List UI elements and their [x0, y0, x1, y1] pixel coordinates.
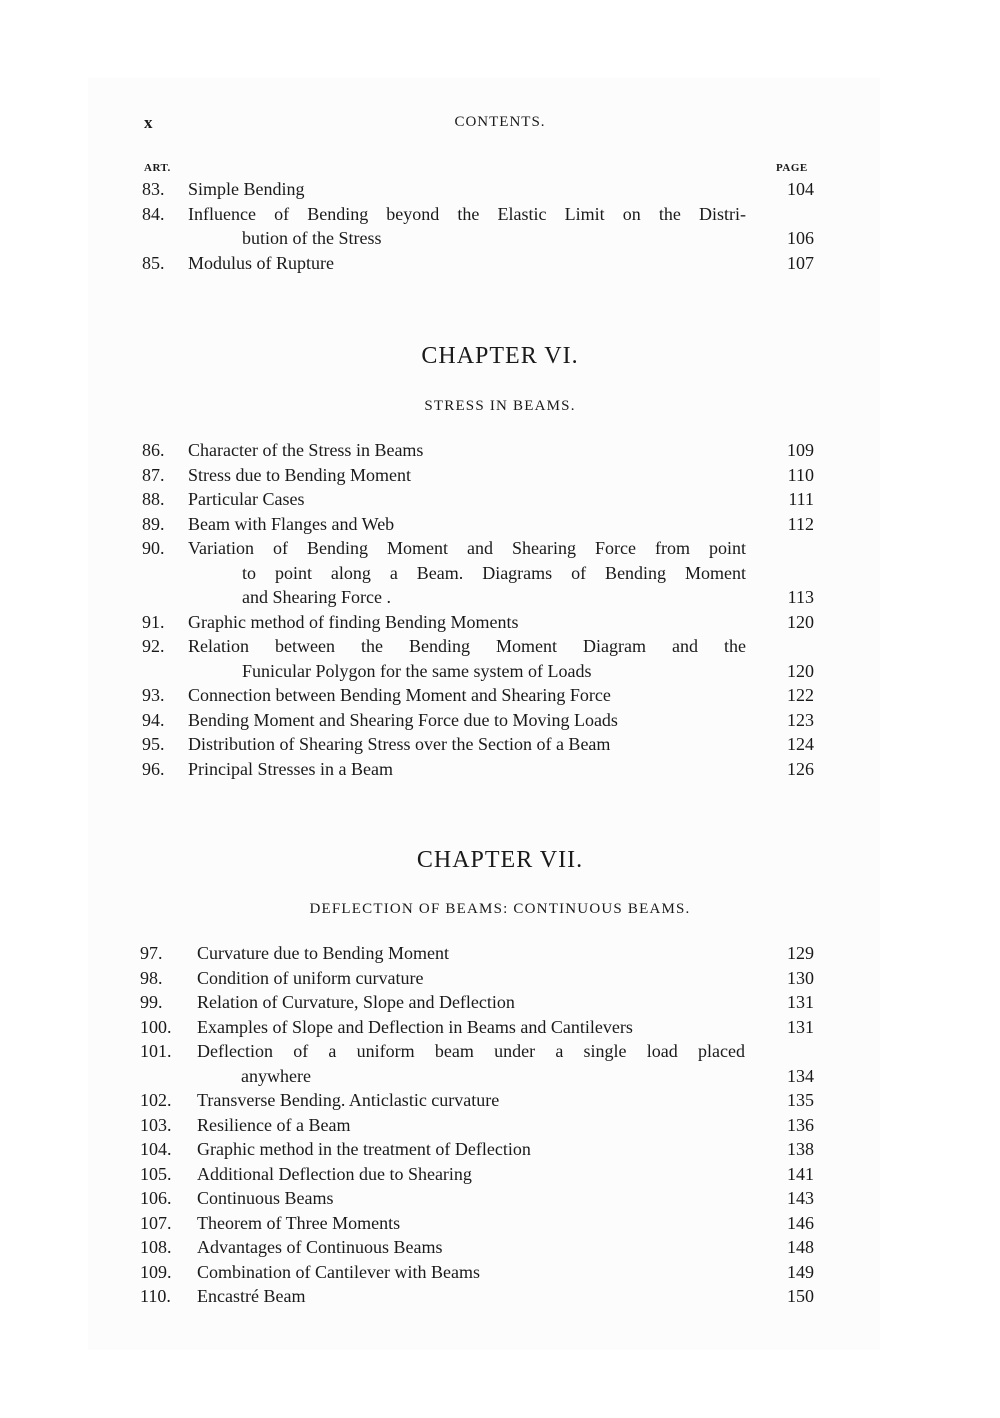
toc-entry: [0, 487, 1000, 512]
entry-title-line: to point along a Beam. Diagrams of Bending Moment: [242, 562, 746, 583]
entry-title-line: Simple Bending: [188, 179, 305, 199]
page-number: 126: [787, 758, 814, 779]
page-number: 107: [787, 252, 814, 273]
entry-title-line: bution of the Stress: [242, 228, 382, 248]
entry-title-line: Examples of Slope and Deflection in Beams and Cantilevers: [197, 1016, 633, 1037]
article-number: 107.: [140, 1212, 172, 1233]
page-number: 131: [787, 992, 814, 1012]
page-number: 150: [787, 1286, 814, 1306]
toc-entry: [0, 536, 1000, 610]
entry-title: [188, 683, 746, 708]
article-number: 85.: [142, 252, 165, 273]
article-number: 108.: [140, 1237, 172, 1257]
toc-entry: [0, 438, 1000, 463]
toc-entry: [0, 941, 1000, 966]
page-number: 148: [787, 1237, 814, 1257]
article-number: 83.: [142, 179, 165, 199]
article-number: 106.: [140, 1188, 172, 1208]
entry-title: [188, 487, 746, 512]
toc-entry: [0, 1162, 1000, 1187]
toc-entry: [0, 202, 1000, 251]
entry-title: [188, 177, 746, 202]
page-number: 123: [787, 709, 814, 730]
entry-title-line: Curvature due to Bending Moment: [197, 943, 449, 963]
entry-title-line: Connection between Bending Moment and Shearing Force: [188, 685, 611, 705]
entry-title-line: Graphic method of finding Bending Moments: [188, 611, 519, 632]
entry-title-line: Additional Deflection due to Shearing: [197, 1163, 472, 1184]
entry-title: [188, 708, 746, 733]
entry-title-line: Bending Moment and Shearing Force due to Moving Loads: [188, 709, 618, 730]
article-number: 92.: [142, 636, 165, 656]
toc-entry: [0, 732, 1000, 757]
art-column-label: ART.: [144, 162, 171, 174]
article-number: 96.: [142, 758, 165, 779]
entry-title-line: Continuous Beams: [197, 1188, 334, 1208]
intro-entry-list: [0, 177, 1000, 275]
chapter-6-subtitle: STRESS IN BEAMS.: [424, 398, 576, 414]
toc-entry: [0, 1088, 1000, 1113]
entry-title-line: Resilience of a Beam: [197, 1114, 351, 1135]
page-number: 110: [787, 464, 814, 485]
entry-title-line: Deflection of a uniform beam under a single load placed: [197, 1041, 745, 1061]
entry-title: [188, 463, 746, 488]
chapter-7-title: CHAPTER VII.: [416, 847, 584, 873]
toc-entry: [0, 610, 1000, 635]
page-column-label: PAGE: [776, 162, 808, 174]
page-number: 141: [787, 1163, 814, 1184]
toc-entry: [0, 1015, 1000, 1040]
entry-title: [188, 512, 746, 537]
toc-entry: [0, 1284, 1000, 1309]
page-number: 106: [787, 228, 814, 248]
entry-title: [197, 1186, 745, 1211]
entry-title: [197, 1137, 745, 1162]
toc-entry: [0, 512, 1000, 537]
entry-title: [197, 1015, 745, 1040]
page-number: 122: [787, 685, 814, 705]
article-number: 98.: [140, 967, 163, 988]
entry-title-line: Distribution of Shearing Stress over the Section of a Beam: [188, 734, 611, 754]
toc-entry: [0, 1186, 1000, 1211]
toc-entry: [0, 1211, 1000, 1236]
entry-title-line: and Shearing Force .: [242, 587, 391, 607]
article-number: 110.: [140, 1286, 171, 1306]
article-number: 105.: [140, 1163, 172, 1184]
toc-entry: [0, 708, 1000, 733]
article-number: 100.: [140, 1016, 172, 1037]
toc-entry: [0, 1260, 1000, 1285]
entry-title: [197, 1113, 745, 1138]
chapter-7-subtitle: DEFLECTION OF BEAMS: CONTINUOUS BEAMS.: [309, 901, 691, 917]
page-number: 146: [787, 1212, 814, 1233]
entry-title: [197, 1211, 745, 1236]
entry-title-line: Principal Stresses in a Beam: [188, 758, 393, 779]
page-number: 111: [788, 489, 814, 509]
toc-entry: [0, 757, 1000, 782]
article-number: 101.: [140, 1041, 172, 1061]
toc-entry: [0, 1137, 1000, 1162]
article-number: 91.: [142, 611, 165, 632]
toc-entry: [0, 990, 1000, 1015]
entry-title: [188, 610, 746, 635]
chapter-6-entry-list: [0, 438, 1000, 781]
page-number: 134: [787, 1065, 814, 1086]
page-number: 113: [787, 587, 814, 607]
page-number: 109: [787, 440, 814, 460]
entry-title-line: Particular Cases: [188, 489, 305, 509]
page-number: 130: [787, 967, 814, 988]
article-number: 84.: [142, 203, 165, 224]
toc-entry: [0, 1039, 1000, 1088]
entry-title: [188, 757, 746, 782]
page-number: 120: [787, 611, 814, 632]
entry-title: [188, 536, 746, 610]
entry-title: [188, 438, 746, 463]
article-number: 104.: [140, 1139, 172, 1159]
entry-title-line: Advantages of Continuous Beams: [197, 1237, 443, 1257]
article-number: 88.: [142, 489, 165, 509]
toc-entry: [0, 683, 1000, 708]
page-number: 120: [787, 660, 814, 681]
article-number: 89.: [142, 513, 165, 534]
article-number: 93.: [142, 685, 165, 705]
page-number: 135: [787, 1090, 814, 1110]
chapter-7-entry-list: [0, 941, 1000, 1309]
entry-title-line: Condition of uniform curvature: [197, 967, 424, 988]
entry-title: [197, 1088, 745, 1113]
entry-title: [197, 1162, 745, 1187]
running-head: [0, 113, 1000, 137]
entry-title-line: Relation between the Bending Moment Diagram and the: [188, 636, 746, 656]
page-number: 149: [787, 1261, 814, 1282]
article-number: 90.: [142, 538, 165, 558]
toc-entry: [0, 634, 1000, 683]
page-number: 138: [787, 1139, 814, 1159]
article-number: 97.: [140, 943, 163, 963]
entry-title-line: Funicular Polygon for the same system of Loads: [242, 660, 592, 681]
chapter-6-title: CHAPTER VI.: [421, 343, 579, 369]
entry-title: [197, 1284, 745, 1309]
page-number: 131: [787, 1016, 814, 1037]
article-number: 86.: [142, 440, 165, 460]
toc-entry: [0, 1235, 1000, 1260]
entry-title-line: Theorem of Three Moments: [197, 1212, 401, 1233]
toc-entry: [0, 966, 1000, 991]
article-number: 103.: [140, 1114, 172, 1135]
toc-entry: [0, 251, 1000, 276]
page-number: 129: [787, 943, 814, 963]
entry-title: [197, 1260, 745, 1285]
page-number: 124: [787, 734, 814, 754]
page-number: 104: [787, 179, 814, 199]
page-folio: x: [144, 113, 153, 132]
entry-title-line: Stress due to Bending Moment: [188, 464, 411, 485]
page-number: 136: [787, 1114, 814, 1135]
article-number: 94.: [142, 709, 165, 730]
entry-title-line: Influence of Bending beyond the Elastic Limit on the Distri-: [188, 203, 746, 224]
article-number: 87.: [142, 464, 165, 485]
entry-title-line: Relation of Curvature, Slope and Deflection: [197, 992, 515, 1012]
article-number: 99.: [140, 992, 163, 1012]
entry-title: [188, 202, 746, 251]
entry-title-line: Transverse Bending. Anticlastic curvature: [197, 1090, 500, 1110]
article-number: 109.: [140, 1261, 172, 1282]
entry-title: [197, 990, 745, 1015]
entry-title-line: Beam with Flanges and Web: [188, 513, 395, 534]
article-number: 95.: [142, 734, 165, 754]
entry-title-line: Modulus of Rupture: [188, 252, 334, 273]
article-number: 102.: [140, 1090, 172, 1110]
entry-title: [188, 251, 746, 276]
entry-title: [197, 966, 745, 991]
entry-title-line: Character of the Stress in Beams: [188, 440, 424, 460]
entry-title: [188, 634, 746, 683]
running-title: CONTENTS.: [454, 114, 546, 130]
toc-entry: [0, 177, 1000, 202]
entry-title: [197, 1235, 745, 1260]
page-number: 143: [787, 1188, 814, 1208]
entry-title-line: Combination of Cantilever with Beams: [197, 1261, 480, 1282]
entry-title: [197, 941, 745, 966]
toc-entry: [0, 1113, 1000, 1138]
toc-entry: [0, 463, 1000, 488]
column-labels: [0, 162, 1000, 178]
entry-title: [197, 1039, 745, 1088]
entry-title-line: Graphic method in the treatment of Deflection: [197, 1139, 531, 1159]
entry-title-line: anywhere: [241, 1065, 311, 1086]
page-number: 112: [787, 513, 814, 534]
entry-title-line: Encastré Beam: [197, 1286, 306, 1306]
entry-title-line: Variation of Bending Moment and Shearing Force from point: [188, 538, 746, 558]
entry-title: [188, 732, 746, 757]
